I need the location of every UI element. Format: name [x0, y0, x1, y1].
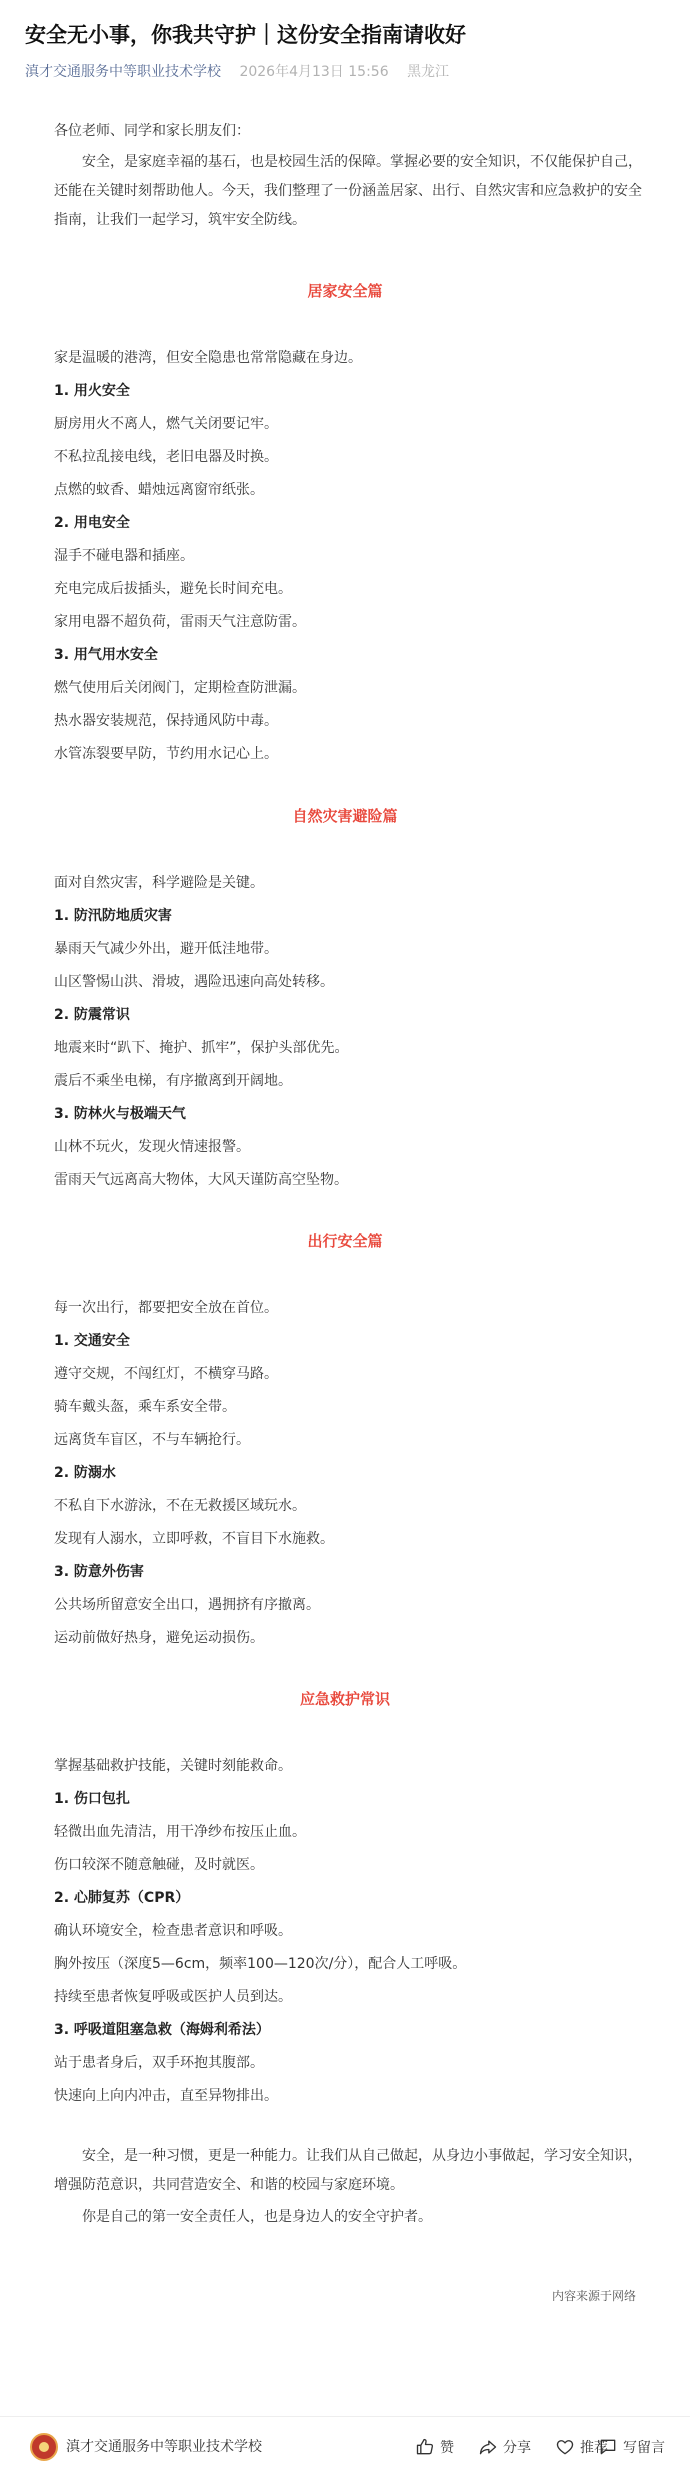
closing-slogan: 你是自己的第一安全责任人，也是身边人的安全守护者。 [82, 2209, 432, 2225]
like-button[interactable] [415, 2433, 454, 2461]
list-item: 站于患者身后，双手环抱其腹部。 [54, 2055, 264, 2071]
share-button[interactable] [478, 2433, 531, 2461]
section-heading-travel: 出行安全篇 [307, 1232, 383, 1250]
list-item: 山区警惕山洪、滑坡，遇险迅速向高处转移。 [54, 974, 334, 990]
like-label: 赞 [440, 2440, 454, 2456]
share-label: 分享 [503, 2440, 531, 2456]
list-item: 运动前做好热身，避免运动损伤。 [54, 1630, 264, 1646]
list-item: 伤口较深不随意触碰，及时就医。 [54, 1857, 264, 1873]
group-title: 1. 防汛防地质灾害 [54, 908, 172, 924]
greeting: 各位老师、同学和家长朋友们： [54, 123, 250, 139]
article-title: 安全无小事，你我共守护｜这份安全指南请收好 [25, 23, 466, 47]
comment-icon [598, 2437, 618, 2457]
list-item: 轻微出血先清洁，用干净纱布按压止血。 [54, 1824, 306, 1840]
section-heading-disaster: 自然灾害避险篇 [292, 807, 398, 825]
list-item: 充电完成后拔插头，避免长时间充电。 [54, 581, 292, 597]
group-title: 3. 呼吸道阻塞急救（海姆利希法） [54, 2022, 270, 2038]
section-lead: 掌握基础救护技能，关键时刻能救命。 [54, 1758, 292, 1774]
group-title: 2. 心肺复苏（CPR） [54, 1890, 190, 1906]
recommend-label: 推荐 [580, 2440, 608, 2456]
list-item: 骑车戴头盔，乘车系安全带。 [54, 1399, 236, 1415]
list-item: 暴雨天气减少外出，避开低洼地带。 [54, 941, 278, 957]
group-title: 2. 防震常识 [54, 1007, 130, 1023]
list-item: 确认环境安全，检查患者意识和呼吸。 [54, 1923, 292, 1939]
account-avatar[interactable] [30, 2433, 58, 2461]
list-item: 公共场所留意安全出口，遇拥挤有序撤离。 [54, 1597, 320, 1613]
list-item: 点燃的蚊香、蜡烛远离窗帘纸张。 [54, 482, 264, 498]
group-title: 3. 防意外伤害 [54, 1564, 144, 1580]
content-source-note: 内容来源于网络 [551, 2289, 636, 2303]
list-item: 胸外按压（深度5—6cm，频率100—120次/分），配合人工呼吸。 [54, 1956, 467, 1972]
bottom-action-bar [0, 2416, 690, 2476]
list-item: 山林不玩火，发现火情速报警。 [54, 1139, 250, 1155]
group-title: 1. 用火安全 [54, 383, 130, 399]
list-item: 持续至患者恢复呼吸或医护人员到达。 [54, 1989, 292, 2005]
list-item: 不私拉乱接电线，老旧电器及时换。 [54, 449, 278, 465]
share-icon [478, 2437, 498, 2457]
list-item: 雷雨天气远离高大物体，大风天谨防高空坠物。 [54, 1172, 348, 1188]
list-item: 湿手不碰电器和插座。 [54, 548, 194, 564]
heart-icon [555, 2437, 575, 2457]
closing-paragraph: 安全，是一种习惯，更是一种能力。让我们从自己做起，从身边小事做起，学习安全知识，增强防范意识，共同营造安全、和谐的校园与家庭环境。 [54, 2148, 642, 2193]
list-item: 遵守交规，不闯红灯，不横穿马路。 [54, 1366, 278, 1382]
intro-paragraph: 安全，是家庭幸福的基石，也是校园生活的保障。掌握必要的安全知识，不仅能保护自己，还能在关键时刻帮助他人。今天，我们整理了一份涵盖居家、出行、自然灾害和应急救护的安全指南，让我们一起学习，筑牢安全防线。 [54, 154, 642, 228]
group-title: 2. 用电安全 [54, 515, 130, 531]
list-item: 地震来时“趴下、掩护、抓牢”，保护头部优先。 [54, 1040, 349, 1056]
thumbs-up-icon [415, 2437, 435, 2457]
section-heading-home: 居家安全篇 [307, 282, 383, 300]
group-title: 3. 用气用水安全 [54, 647, 158, 663]
list-item: 不私自下水游泳，不在无救援区域玩水。 [54, 1498, 306, 1514]
section-lead: 每一次出行，都要把安全放在首位。 [54, 1300, 278, 1316]
section-lead: 面对自然灾害，科学避险是关键。 [54, 875, 264, 891]
group-title: 3. 防林火与极端天气 [54, 1106, 186, 1122]
publish-location: 黑龙江 [407, 64, 450, 80]
list-item: 热水器安装规范，保持通风防中毒。 [54, 713, 278, 729]
list-item: 厨房用火不离人，燃气关闭要记牢。 [54, 416, 278, 432]
list-item: 远离货车盲区，不与车辆抢行。 [54, 1432, 250, 1448]
list-item: 家用电器不超负荷，雷雨天气注意防雷。 [54, 614, 306, 630]
article-meta [25, 62, 449, 82]
list-item: 水管冻裂要早防，节约用水记心上。 [54, 746, 278, 762]
list-item: 震后不乘坐电梯，有序撤离到开阔地。 [54, 1073, 292, 1089]
group-title: 1. 交通安全 [54, 1333, 130, 1349]
section-heading-first-aid: 应急救护常识 [299, 1690, 390, 1708]
section-lead: 家是温暖的港湾，但安全隐患也常常隐藏在身边。 [54, 350, 362, 366]
list-item: 燃气使用后关闭阀门，定期检查防泄漏。 [54, 680, 306, 696]
list-item: 快速向上向内冲击，直至异物排出。 [54, 2088, 278, 2104]
group-title: 1. 伤口包扎 [54, 1791, 130, 1807]
comment-button[interactable] [598, 2433, 665, 2461]
account-name-link[interactable]: 滇才交通服务中等职业技术学校 [25, 64, 221, 80]
bottom-account-name[interactable]: 滇才交通服务中等职业技术学校 [66, 2439, 262, 2455]
comment-label: 写留言 [623, 2440, 665, 2456]
publish-date: 2026年4月13日 15:56 [239, 64, 389, 80]
list-item: 发现有人溺水，立即呼救，不盲目下水施救。 [54, 1531, 334, 1547]
group-title: 2. 防溺水 [54, 1465, 116, 1481]
